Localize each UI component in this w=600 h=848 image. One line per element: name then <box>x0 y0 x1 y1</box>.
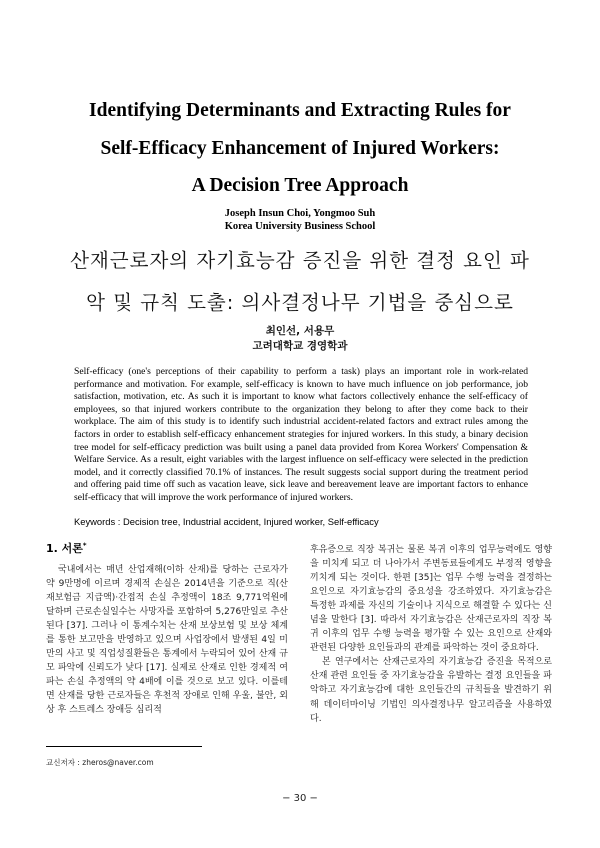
english-title-line-2: Self-Efficacy Enhancement of Injured Workers: <box>100 138 500 159</box>
body-paragraph-left: 국내에서는 매년 산업재해(이하 산재)를 당하는 근로자가 약 9만명에 이르며 경제적 손실은 2014년을 기준으로 직(산재보험금 지급액)·간접적 손실 추정액이 18조 9,771억원에 달하며 근로손실일수는 사망자를 포함하여 5,276만일로 추산된다 [37]. 그러나 이 통계수치는 산재 보상보험 및 보상 체계를 통한 보고만을 반영하고 있으며 사업장에서 발생된 4일 미만의 사고 및 직업성질환들은 통계에서 누락되어 있어 산재 규모 파악에 신뢰도가 낮다 [17]. 실제로 산재로 인한 경제적 여파는 손실 추정액의 약 4배에 이를 것으로 보고 있다. 이를테면 산재를 당한 근로자들은 후천적 장애로 인해 우울, 불안, 외상 후 스트레스 장애등 심리적 <box>46 565 288 716</box>
keywords: Keywords : Decision tree, Industrial accident, Injured worker, Self-efficacy <box>74 516 379 527</box>
korean-affiliation: 고려대학교 경영학과 <box>252 340 348 352</box>
section-heading-introduction <box>46 540 87 556</box>
section-heading-text: 1. 서론 <box>46 542 83 555</box>
english-authors: Joseph Insun Choi, Yongmoo Suh <box>224 208 376 219</box>
body-paragraph-right-2: 본 연구에서는 산재근로자의 자기효능감 증진을 목적으로 산재 관련 요인들 중 자기효능감을 유발하는 결정 요인들을 파악하고 자기효능감에 대한 요인들간의 규칙들을 발견하기 위해 데이터마이닝 기법인 의사결정나무 알고리즘을 사용하였다. <box>310 657 552 724</box>
footnote-marker: * <box>82 541 87 550</box>
english-affiliation: Korea University Business School <box>224 221 376 232</box>
korean-title-line-1: 산재근로자의 자기효능감 증진을 위한 결정 요인 파 <box>70 249 530 272</box>
english-title-line-1: Identifying Determinants and Extracting Rules for <box>89 100 511 121</box>
page-number: − 30 − <box>282 793 318 804</box>
body-paragraph-right-1: 후유증으로 직장 복귀는 물론 복귀 이후의 업무능력에도 영향을 미치게 되고 더 나아가서 주변동료들에게도 부정적 영향을 끼치게 되는 것이다. 한편 [35]는 업무 수행 능력을 결정하는 요인으로 자기효능감의 중요성을 강조하였다. 자기효능감은 특정한 과제를 자신의 기술이나 지식으로 해결할 수 있다는 신념을 말한다 [3]. 따라서 자기효능감은 산재근로자의 직장 복귀 이후의 업무 수행 능력을 평가할 수 있는 요인으로 산재와 관련된 다양한 요인들과의 관계를 파악하는 것이 중요하다. <box>310 545 552 654</box>
corresponding-author-footnote: 교신저자 : zheros@naver.com <box>46 758 154 767</box>
abstract: Self-efficacy (one's perceptions of their capability to perform a task) plays an important role in work-related performance and motivation. For example, self-efficacy is known to have much influence on job performance, job satisfaction, motivation, etc. As such it is important to know what factors collectively enhance the self-efficacy of employees, so that injured workers contribute to the organization they belong to after they come back to their workplace. The aim of this study is to identify such industrial accident-related factors and extract rules among the factors in order to establish self-efficacy enhancement strategies for injured workers. In this study, a binary decision tree model for self-efficacy prediction was built using a panel data provided from Korea Workers' Compensation & Welfare Service. As a result, eight variables with the largest influence on self-efficacy were selected in the prediction model, and it correctly classified 70.1% of instances. The result suggests social support during the treatment period and offering paid time off such as vacation leave, sick leave and bereavement leave are important factors to enhance self-efficacy that will improve the work performance of injured workers. <box>74 366 528 503</box>
body-column-left <box>46 563 288 718</box>
korean-title-line-2: 악 및 규칙 도출: 의사결정나무 기법을 중심으로 <box>86 291 514 314</box>
korean-authors: 최인선, 서용무 <box>265 325 335 337</box>
body-column-right <box>310 543 552 726</box>
footnote-divider <box>46 746 202 747</box>
english-title-line-3: A Decision Tree Approach <box>191 175 409 196</box>
